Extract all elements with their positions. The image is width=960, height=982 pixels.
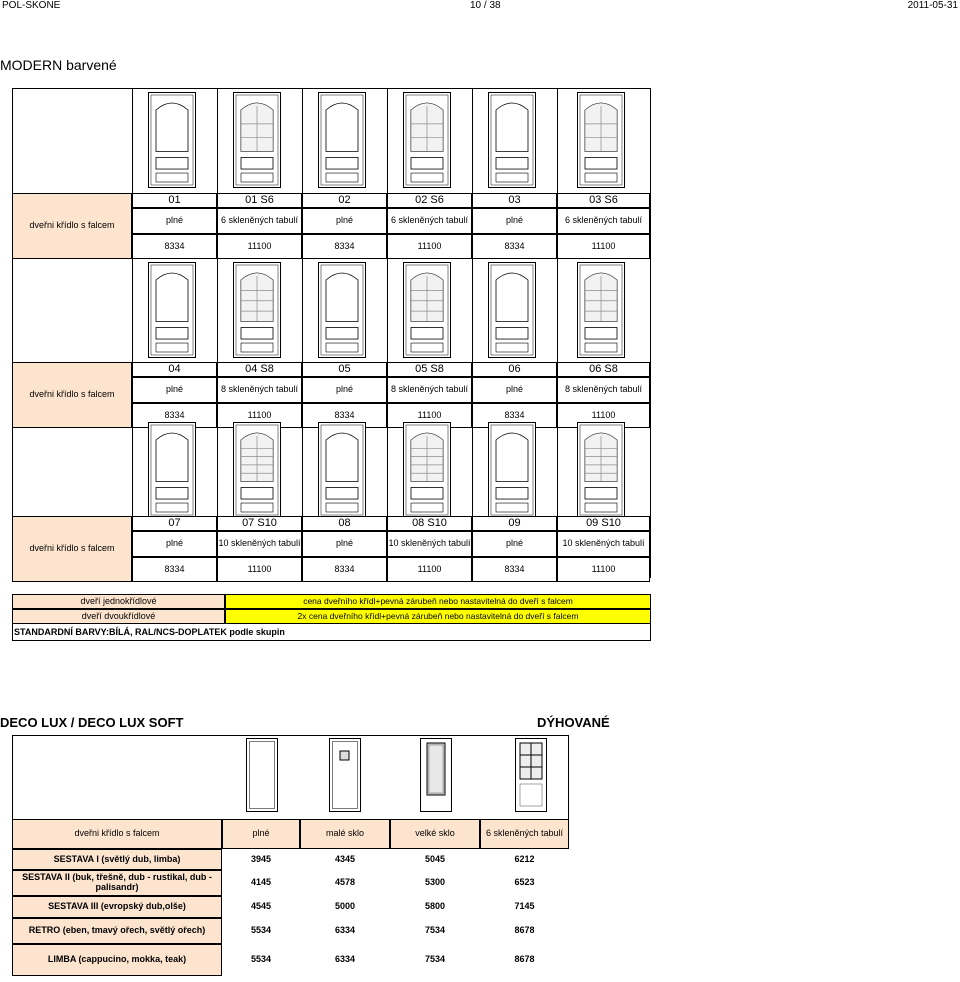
deco-price: 3945: [222, 849, 300, 870]
door-price: 8334: [472, 557, 557, 582]
deco-price: 6334: [300, 944, 390, 976]
door-06-s8-icon: [577, 262, 625, 358]
door-price: 8334: [302, 403, 387, 428]
door-02-icon: [318, 92, 366, 188]
deco-price: 4545: [222, 896, 300, 918]
door-price: 11100: [387, 557, 472, 582]
door-type: 10 skleněných tabulí: [387, 531, 472, 557]
door-code: 05: [302, 362, 387, 377]
deco-door-large-glass-icon: [420, 738, 452, 812]
door-code: 02 S6: [387, 193, 472, 208]
door-code: 04: [132, 362, 217, 377]
legend-single-note: cena dveřního křídl+pevná zárubeň nebo nastavitelná do dveří s falcem: [225, 594, 651, 609]
door-code: 09: [472, 516, 557, 531]
door-type: 10 skleněných tabulí: [217, 531, 302, 557]
header-page-number: 10 / 38: [470, 0, 501, 11]
door-04-s8-icon: [233, 262, 281, 358]
door-price: 11100: [217, 557, 302, 582]
door-price: 11100: [557, 557, 650, 582]
door-03-s6-icon: [577, 92, 625, 188]
deco-row-name: SESTAVA II (buk, třešně, dub - rustikal, dub - palisandr): [12, 870, 222, 896]
door-05-icon: [318, 262, 366, 358]
legend-double-note: 2x cena dveřního křídl+pevná zárubeň nebo nastavitelná do dveří s falcem: [225, 609, 651, 624]
door-price: 8334: [132, 234, 217, 259]
door-type: 6 skleněných tabulí: [387, 208, 472, 234]
standard-colors-note: STANDARDNÍ BARVY:BÍLÁ, RAL/NCS-DOPLATEK podle skupin: [14, 627, 285, 637]
section2-title: DECO LUX / DECO LUX SOFT: [0, 715, 184, 730]
door-code: 07 S10: [217, 516, 302, 531]
door-type: 8 skleněných tabulí: [557, 377, 650, 403]
door-type: plné: [472, 208, 557, 234]
door-price: 11100: [557, 234, 650, 259]
header-date: 2011-05-31: [907, 0, 958, 11]
header-left: POL-SKONE: [2, 0, 61, 11]
door-code: 06: [472, 362, 557, 377]
deco-price: 4345: [300, 849, 390, 870]
deco-price: 6212: [480, 849, 569, 870]
door-price: 11100: [217, 234, 302, 259]
door-type: plné: [132, 377, 217, 403]
door-price: 11100: [387, 403, 472, 428]
deco-column-header: velké sklo: [390, 819, 480, 849]
deco-price: 4578: [300, 870, 390, 896]
door-code: 03: [472, 193, 557, 208]
door-type: 10 skleněných tabulí: [557, 531, 650, 557]
door-type: plné: [302, 531, 387, 557]
door-type: plné: [472, 377, 557, 403]
door-type: plné: [302, 208, 387, 234]
door-price: 11100: [217, 403, 302, 428]
deco-price: 7145: [480, 896, 569, 918]
door-code: 04 S8: [217, 362, 302, 377]
deco-row-label: dveřni křídlo s falcem: [12, 819, 222, 849]
door-code: 01 S6: [217, 193, 302, 208]
door-price: 8334: [132, 557, 217, 582]
door-01-s6-icon: [233, 92, 281, 188]
door-07-s10-icon: [233, 422, 281, 518]
deco-price: 6523: [480, 870, 569, 896]
deco-door-plain-icon: [246, 738, 278, 812]
door-type: plné: [472, 531, 557, 557]
door-price: 11100: [557, 403, 650, 428]
row-label-door-leaf: dveřni křídlo s falcem: [12, 193, 132, 259]
door-price: 8334: [472, 403, 557, 428]
door-code: 08 S10: [387, 516, 472, 531]
door-type: 6 skleněných tabulí: [217, 208, 302, 234]
deco-price: 5300: [390, 870, 480, 896]
deco-price: 5800: [390, 896, 480, 918]
deco-row-name: SESTAVA III (evropský dub,olše): [12, 896, 222, 918]
deco-row-name: SESTAVA I (světlý dub, limba): [12, 849, 222, 870]
deco-row-name: LIMBA (cappucino, mokka, teak): [12, 944, 222, 976]
door-code: 05 S8: [387, 362, 472, 377]
door-05-s8-icon: [403, 262, 451, 358]
deco-price: 7534: [390, 944, 480, 976]
door-type: 6 skleněných tabulí: [557, 208, 650, 234]
door-08-s10-icon: [403, 422, 451, 518]
deco-price: 5000: [300, 896, 390, 918]
door-03-icon: [488, 92, 536, 188]
deco-door-small-glass-icon: [329, 738, 361, 812]
section1-title: MODERN barvené: [0, 57, 117, 73]
door-01-icon: [148, 92, 196, 188]
door-09-icon: [488, 422, 536, 518]
door-code: 06 S8: [557, 362, 650, 377]
deco-price: 7534: [390, 918, 480, 944]
door-09-s10-icon: [577, 422, 625, 518]
door-07-icon: [148, 422, 196, 518]
deco-column-header: 6 skleněných tabulí: [480, 819, 569, 849]
door-02-s6-icon: [403, 92, 451, 188]
door-price: 8334: [472, 234, 557, 259]
row-label-door-leaf: dveřni křídlo s falcem: [12, 516, 132, 582]
deco-door-6-panes-icon: [515, 738, 547, 812]
door-code: 09 S10: [557, 516, 650, 531]
door-04-icon: [148, 262, 196, 358]
door-code: 03 S6: [557, 193, 650, 208]
door-code: 02: [302, 193, 387, 208]
door-price: 8334: [302, 234, 387, 259]
deco-price: 8678: [480, 918, 569, 944]
row-label-door-leaf: dveřni křídlo s falcem: [12, 362, 132, 428]
legend-double: dveří dvoukřídlové: [12, 609, 225, 624]
door-type: plné: [132, 531, 217, 557]
door-price: 8334: [132, 403, 217, 428]
deco-row-name: RETRO (eben, tmavý ořech, světlý ořech): [12, 918, 222, 944]
deco-column-header: malé sklo: [300, 819, 390, 849]
deco-price: 5534: [222, 918, 300, 944]
door-type: 8 skleněných tabulí: [217, 377, 302, 403]
door-price: 11100: [387, 234, 472, 259]
door-type: plné: [132, 208, 217, 234]
deco-column-header: plné: [222, 819, 300, 849]
deco-price: 8678: [480, 944, 569, 976]
deco-price: 4145: [222, 870, 300, 896]
deco-price: 5534: [222, 944, 300, 976]
door-06-icon: [488, 262, 536, 358]
deco-price: 6334: [300, 918, 390, 944]
door-code: 07: [132, 516, 217, 531]
door-type: 8 skleněných tabulí: [387, 377, 472, 403]
legend-single: dveří jednokřídlové: [12, 594, 225, 609]
door-08-icon: [318, 422, 366, 518]
door-type: plné: [302, 377, 387, 403]
section2-subtitle: DÝHOVANÉ: [537, 715, 610, 730]
deco-price: 5045: [390, 849, 480, 870]
door-price: 8334: [302, 557, 387, 582]
door-code: 01: [132, 193, 217, 208]
door-code: 08: [302, 516, 387, 531]
